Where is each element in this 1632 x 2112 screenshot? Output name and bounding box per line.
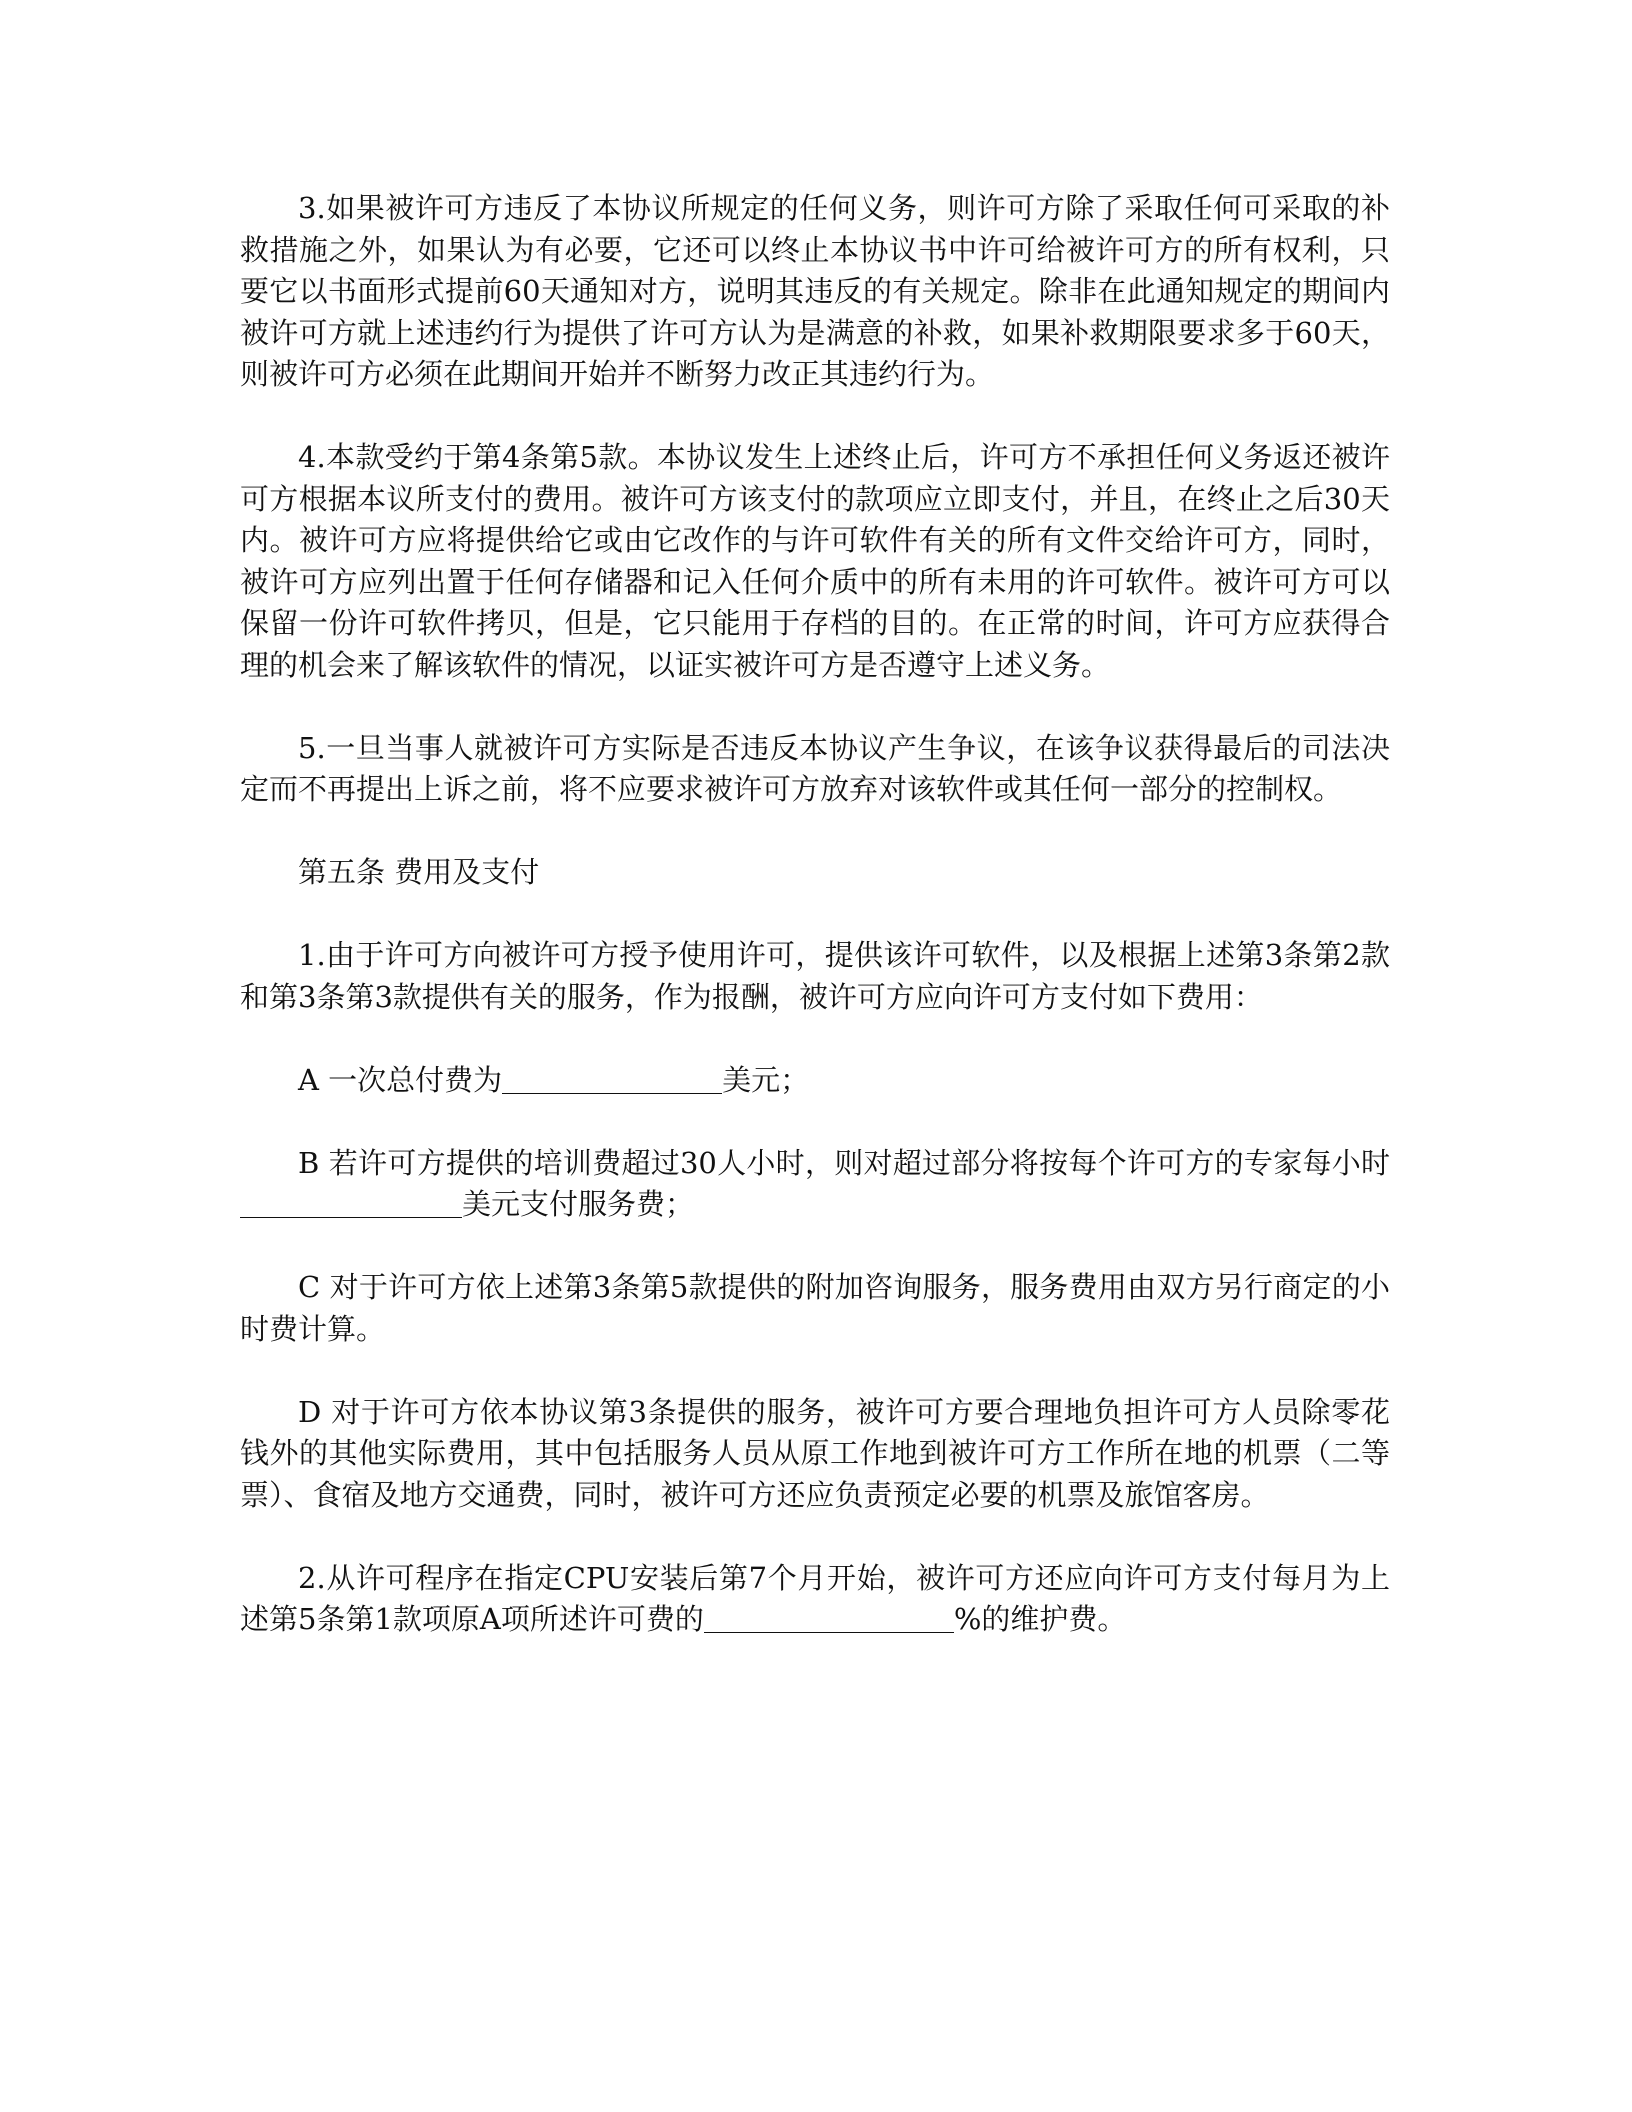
- fee-item-b-text: B 若许可方提供的培训费超过30人小时，则对超过部分将按每个许可方的专家每小时: [298, 1145, 1390, 1180]
- clause-5-paragraph: 5.一旦当事人就被许可方实际是否违反本协议产生争议，在该争议获得最后的司法决定而不再提出上诉之前，将不应要求被许可方放弃对该软件或其任何一部分的控制权。: [240, 730, 1390, 806]
- fee-item-a-suffix: 美元；: [722, 1062, 810, 1097]
- fee-item-d-paragraph: D 对于许可方依本协议第3条提供的服务，被许可方要合理地负担许可方人员除零花钱外的其他实际费用，其中包括服务人员从原工作地到被许可方工作所在地的机票（二等票）、食宿及地方交通费，同时，被许可方还应负责预定必要的机票及旅馆客房。: [240, 1394, 1390, 1512]
- fee-item-2-paragraph: [240, 1558, 1390, 1641]
- lump-sum-blank[interactable]: [502, 1064, 722, 1094]
- clause-3-paragraph: 3.如果被许可方违反了本协议所规定的任何义务，则许可方除了采取任何可采取的补救措施之外，如果认为有必要，它还可以终止本协议书中许可给被许可方的所有权利，只要它以书面形式提前60天通知对方，说明其违反的有关规定。除非在此通知规定的期间内被许可方就上述违约行为提供了许可方认为是满意的补救，如果补救期限要求多于60天，则被许可方必须在此期间开始并不断努力改正其违约行为。: [240, 191, 1390, 391]
- fee-item-c-paragraph: C 对于许可方依上述第3条第5款提供的附加咨询服务，服务费用由双方另行商定的小时费计算。: [240, 1270, 1390, 1346]
- fee-item-a-text: A 一次总付费为: [298, 1062, 503, 1097]
- fee-item-2-text: 2.从许可程序在指定CPU安装后第7个月开始，被许可方还应向许可方支付每月为上述第5条第1款项原A项所述许可费的: [240, 1560, 1390, 1636]
- hourly-rate-blank[interactable]: [240, 1188, 462, 1218]
- maintenance-percent-blank[interactable]: [704, 1603, 954, 1633]
- fee-item-b-suffix: 美元支付服务费；: [462, 1187, 695, 1221]
- fee-item-1-paragraph: 1.由于许可方向被许可方授予使用许可，提供该许可软件，以及根据上述第3条第2款和第3条第3款提供有关的服务，作为报酬，被许可方应向许可方支付如下费用：: [240, 938, 1390, 1014]
- fee-item-a-paragraph: [240, 1060, 1390, 1102]
- fee-item-2-suffix: %的维护费。: [953, 1602, 1127, 1636]
- clause-4-paragraph: 4.本款受约于第4条第5款。本协议发生上述终止后，许可方不承担任何义务返还被许可方根据本议所支付的费用。被许可方该支付的款项应立即支付，并且，在终止之后30天内。被许可方应将提供给它或由它改作的与许可软件有关的所有文件交给许可方，同时，被许可方应列出置于任何存储器和记入任何介质中的所有未用的许可软件。被许可方可以保留一份许可软件拷贝，但是，它只能用于存档的目的。在正常的时间，许可方应获得合理的机会来了解该软件的情况，以证实被许可方是否遵守上述义务。: [240, 440, 1390, 682]
- document-page: [240, 188, 1390, 1682]
- fee-item-b-paragraph: [240, 1143, 1390, 1226]
- article-5-heading: 第五条 费用及支付: [298, 855, 540, 889]
